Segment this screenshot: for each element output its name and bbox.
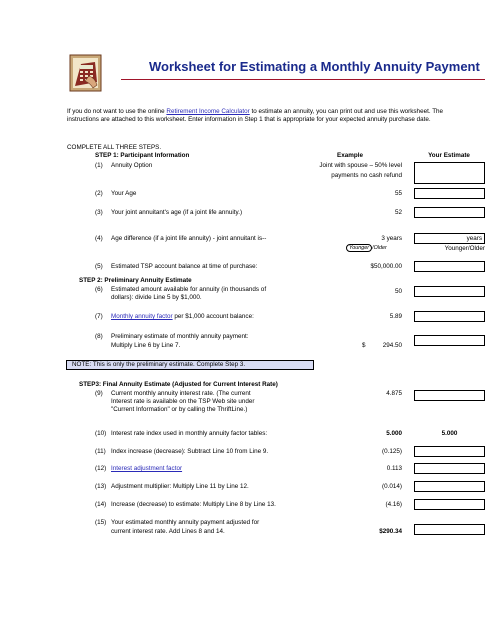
line-2-example: 55 bbox=[394, 190, 402, 197]
line-4-estimate-field[interactable] bbox=[414, 233, 485, 244]
line-4-estimate-unit: years bbox=[466, 235, 482, 242]
line-12-number: (12) bbox=[95, 465, 107, 472]
line-11-estimate-field[interactable] bbox=[414, 446, 485, 457]
younger-circled-option: Younger bbox=[346, 244, 372, 252]
line-13-number: (13) bbox=[95, 483, 107, 490]
line-6-estimate-field[interactable] bbox=[414, 286, 485, 297]
line-8-label-1: Preliminary estimate of monthly annuity payment: bbox=[111, 333, 249, 340]
line-3-number: (3) bbox=[95, 209, 103, 216]
line-7-number: (7) bbox=[95, 313, 103, 320]
line-11-number: (11) bbox=[95, 448, 106, 455]
older-option: Older bbox=[373, 245, 387, 251]
line-15-number: (15) bbox=[95, 519, 107, 526]
line-3-example: 52 bbox=[394, 209, 402, 216]
line-6-number: (6) bbox=[95, 286, 103, 293]
line-9-label-3: "Current Information" or by calling the ThriftLine.) bbox=[111, 406, 248, 413]
line-15-estimate-field[interactable] bbox=[414, 524, 485, 535]
line-10-label: Interest rate index used in monthly annuity factor tables: bbox=[111, 430, 268, 437]
line-9-label-2: Interest rate is available on the TSP Web site under bbox=[111, 398, 255, 405]
line-8-estimate-field[interactable] bbox=[414, 335, 485, 346]
line-15-label-1: Your estimated monthly annuity payment adjusted for bbox=[111, 519, 260, 526]
line-2-estimate-field[interactable] bbox=[414, 188, 485, 199]
line-5-example: $50,000.00 bbox=[370, 263, 402, 270]
your-estimate-column-header: Your Estimate bbox=[428, 152, 470, 159]
line-1-label: Annuity Option bbox=[111, 162, 153, 169]
line-4-number: (4) bbox=[95, 235, 103, 242]
line-4-example-choice: Younger /Older bbox=[346, 245, 387, 252]
preliminary-note: NOTE: This is only the preliminary estimate. Complete Step 3. bbox=[66, 360, 314, 370]
example-column-header: Example bbox=[337, 152, 363, 159]
line-8-example: 294.50 bbox=[382, 342, 402, 349]
line-12-example: 0.113 bbox=[386, 465, 402, 472]
line-4-label: Age difference (if a joint life annuity) - joint annuitant is-- bbox=[111, 235, 267, 242]
line-15-example: $290.34 bbox=[379, 528, 402, 535]
line-8-number: (8) bbox=[95, 333, 103, 340]
line-9-number: (9) bbox=[95, 390, 103, 397]
retirement-calculator-link[interactable]: Retirement Income Calculator bbox=[166, 108, 250, 115]
line-1-example-1: Joint with spouse – 50% level bbox=[319, 162, 402, 169]
line-6-label-2: dollars): divide Line 5 by $1,000. bbox=[111, 294, 202, 301]
line-9-example: 4.875 bbox=[386, 390, 402, 397]
line-5-estimate-field[interactable] bbox=[414, 261, 485, 272]
intro-pre: If you do not want to use the online bbox=[67, 108, 167, 115]
calculator-hand-icon bbox=[69, 54, 102, 92]
line-3-label: Your joint annuitant's age (if a joint life annuity.) bbox=[111, 209, 243, 216]
step3-heading: STEP3: Final Annuity Estimate (Adjusted for Current Interest Rate) bbox=[79, 381, 278, 388]
line-8-example-currency: $ bbox=[362, 342, 366, 349]
line-9-estimate-field[interactable] bbox=[414, 390, 485, 401]
line-7-example: 5.89 bbox=[389, 313, 402, 320]
page-title: Worksheet for Estimating a Monthly Annuity Payment bbox=[149, 59, 480, 74]
line-5-label: Estimated TSP account balance at time of purchase: bbox=[111, 263, 258, 270]
line-14-number: (14) bbox=[95, 501, 107, 508]
line-13-estimate-field[interactable] bbox=[414, 481, 485, 492]
line-1-number: (1) bbox=[95, 162, 103, 169]
line-10-estimate: 5.000 bbox=[441, 430, 458, 437]
line-14-label: Increase (decrease) to estimate: Multiply Line 8 by Line 13. bbox=[111, 501, 276, 508]
line-6-example: 50 bbox=[394, 288, 402, 295]
line-11-example: (0.125) bbox=[382, 448, 402, 455]
step2-heading: STEP 2: Preliminary Annuity Estimate bbox=[79, 277, 192, 284]
line-8-label-2: Multiply Line 6 by Line 7. bbox=[111, 342, 181, 349]
step1-heading: STEP 1: Participant Information bbox=[95, 152, 190, 159]
line-14-example: (4.16) bbox=[385, 501, 402, 508]
interest-adjustment-factor-link[interactable]: Interest adjustment factor bbox=[111, 465, 183, 472]
line-12-estimate-field[interactable] bbox=[414, 463, 485, 474]
line-11-label: Index increase (decrease): Subtract Line 10 from Line 9. bbox=[111, 448, 269, 455]
line-10-number: (10) bbox=[95, 430, 107, 437]
line-7-label-rest: per $1,000 account balance: bbox=[172, 313, 254, 320]
line-1-estimate-field[interactable] bbox=[414, 162, 485, 184]
line-9-label-1: Current monthly annuity interest rate. (The current bbox=[111, 390, 251, 397]
monthly-annuity-factor-link[interactable]: Monthly annuity factor bbox=[111, 313, 173, 320]
title-divider bbox=[121, 79, 485, 80]
line-10-example: 5.000 bbox=[386, 430, 402, 437]
line-7-estimate-field[interactable] bbox=[414, 311, 485, 322]
line-4-example: 3 years bbox=[381, 235, 402, 242]
line-13-example: (0.014) bbox=[382, 483, 402, 490]
line-1-example-2: payments no cash refund bbox=[331, 172, 402, 179]
line-7-label bbox=[111, 313, 254, 321]
line-2-number: (2) bbox=[95, 190, 103, 197]
line-13-label: Adjustment multiplier: Multiply Line 11 by Line 12. bbox=[111, 483, 249, 490]
intro-post: to estimate an annuity, you can print out and use this worksheet. The instructions are attached to this worksheet. Enter information in Step 1 that is appropriate for your expected annuity purchase date. bbox=[67, 108, 444, 124]
line-2-label: Your Age bbox=[111, 190, 137, 197]
line-6-label-1: Estimated amount available for annuity (in thousands of bbox=[111, 286, 267, 293]
line-14-estimate-field[interactable] bbox=[414, 499, 485, 510]
line-15-label-2: current interest rate. Add Lines 8 and 14. bbox=[111, 528, 225, 535]
line-5-number: (5) bbox=[95, 263, 103, 270]
complete-all-steps: COMPLETE ALL THREE STEPS. bbox=[67, 144, 162, 151]
line-3-estimate-field[interactable] bbox=[414, 207, 485, 218]
line-4-estimate-choice: Younger/Older bbox=[444, 245, 485, 252]
intro-paragraph bbox=[67, 108, 462, 124]
